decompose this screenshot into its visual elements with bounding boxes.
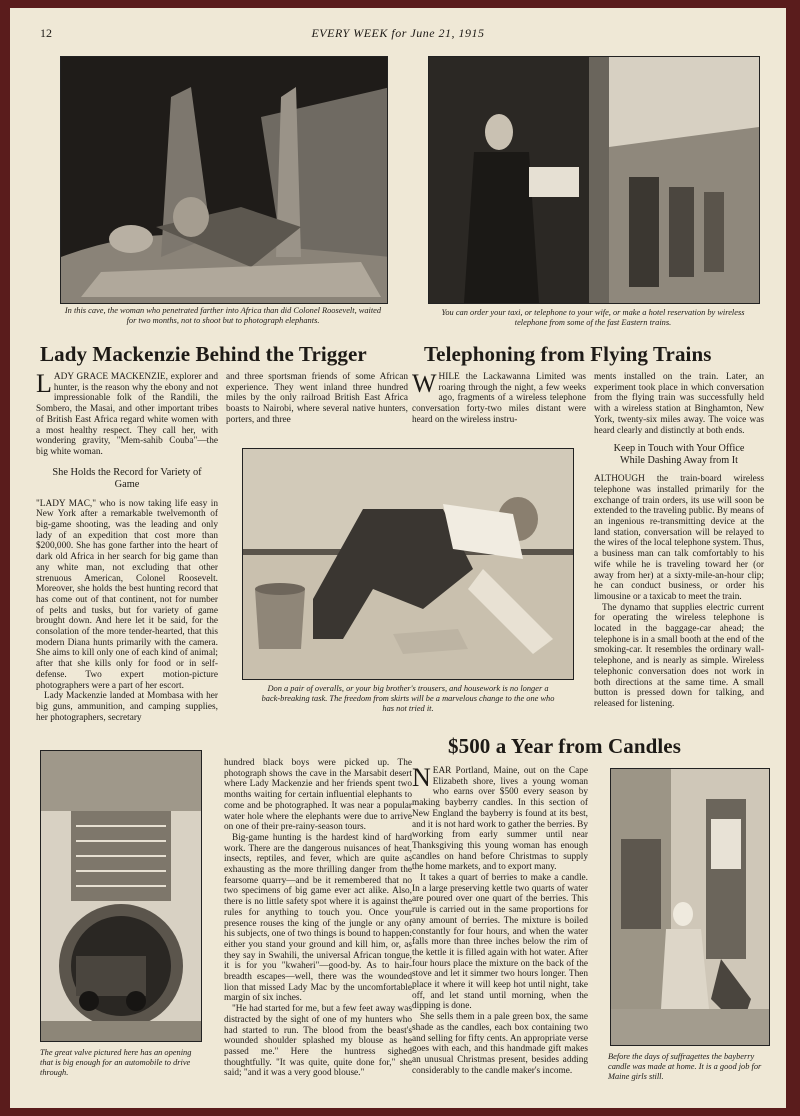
mackenzie-dropcap: L [36,372,52,398]
mackenzie-col2b-p3: "He had started for me, but a few feet away was distracted by the sight of one of my hunters who had started to run. The blood from the beast's wounded shoulder splashed my blouse as he passed me." Here the huntress sighed thoughtfully. "It was quite, quite done for," she said; "and it was a very good blouse." [224,1004,412,1079]
candles-dropcap: N [412,766,431,792]
mackenzie-column-2-top [226,372,408,444]
mackenzie-p1: ADY GRACE MACKENZIE, explorer and hunter, is the reason why the ebony and not impressionable folk of the Randili, the Sombero, the Masai, and other important tribes of British East Africa regard white women with a most healthy respect. They call her, with wondering gravity, "Mem-sahib Couba"—the big white woman. [36,372,218,457]
cave-photo [60,56,388,304]
valve-photo-image [41,751,201,1041]
masthead: EVERY WEEK for June 21, 1915 [311,26,485,40]
overalls-caption: Don a pair of overalls, or your big brother's trousers, and housework is no longer a back-breaking task. The freedom from skirts will be a marvelous change to the one who has not tried it. [261,684,555,714]
cave-caption: In this cave, the woman who penetrated farther into Africa than did Colonel Roosevelt, waited for two months, not to shoot but to photograph elephants. [64,306,382,326]
candles-headline: $500 a Year from Candles [448,734,681,758]
candles-photo-image [611,769,769,1045]
overalls-photo [242,448,574,680]
telephone-p1: HILE the Lackawanna Limited was roaring through the night, a few weeks ago, fragments of a wireless telephone conversation forty-two miles distant were heard on the wireless instru- [412,372,586,425]
train-caption: You can order your taxi, or telephone to your wife, or make a hotel reservation by wireless telephone from some of the fast Eastern trains. [441,308,745,328]
mackenzie-subhead: She Holds the Record for Variety of Game [52,466,202,490]
telephone-p3: The dynamo that supplies electric current for operating the wireless telephone is located in the baggage-car ahead; the telephone is in a small booth at the end of the smoking-car. It resembles the ordinary wall-telephone, and is nearly as simple. Wireless telephonic conversation does not work in both directions at the same time. A small button is pressed down for talking, and released for listening. [594,602,764,709]
train-photo [428,56,760,304]
mackenzie-column-2-bottom [224,758,412,1094]
mackenzie-p2: "LADY MAC," who is now taking life easy in New York after a remarkable twelvemonth of big-game shooting, was the leading and only lady of an expedition that cost more than $200,000. She has gone farther into the heart of dark old Africa in her search for big game than any white man, not excluding that other strenuous American, Colonel Roosevelt. Moreover, she holds the best hunting record that has come out of that continent, not for number of pelts and tusks, but for variety of game brought down. And here let it be said, for the consolation of the more tender-hearted, that this modern Diana hunts primarily with the camera. She aims to kill only one of each kind of animal; after that she kills only for food or in self-defense. Two expert motion-picture photographers were a part of her escort. [36,498,218,691]
telephone-dropcap: W [412,372,437,398]
telephone-subhead: Keep in Touch with Your Office While Dashing Away from It [613,443,745,467]
telephone-col4-p1: ments installed on the train. Later, an experiment took place in which conversation from the flying train was successfully held with a wireless station at Binghamton, New York, twenty-six miles away. The voice was heard clearly and distinctly at both ends. [594,372,764,436]
overalls-photo-image [243,449,573,679]
train-photo-image [429,57,759,303]
candles-photo [610,768,770,1046]
cave-photo-image [61,57,387,303]
candles-p1: EAR Portland, Maine, out on the Cape Elizabeth shore, lives a young woman who earns over $500 every season by making bayberry candles. In this section of New England the bayberry is found at its best, and it is not hard work to gather the berries. By working from early summer until near Thanksgiving this young woman has enough candles on hand before Christmas to supply the home markets, and to export many. [412,766,588,873]
telephone-column-3-top [412,372,586,444]
mackenzie-headline: Lady Mackenzie Behind the Trigger [40,342,367,366]
mackenzie-col2b-p2: Big-game hunting is the hardest kind of hard work. There are the dangerous nuisances of heat, insects, reptiles, and fever, which are quite as exhausting as the more thrilling danger from the fearsome quarry—and be it remembered that no two specimens of big game ever act alike. Also, there is no little safety spot where it is against the rules for anything to touch you. Once your presence rouses the king of the jungle or any of his subjects, one of two things is bound to happen: either you stand your ground and kill him, or, as they say in Swahili, the universal African tongue, it is for you "kwaheri"—good-by. As to hair-breadth escapes—well, there was the wounded lion that missed Lady Mac by the uncomfortable margin of six inches. [224,832,412,1004]
candles-caption: Before the days of suffragettes the bayberry candle was made at home. It is a good job for Maine girls still. [608,1052,762,1082]
telephone-column-4 [594,372,764,740]
candles-p2: It takes a quart of berries to make a candle. In a large preserving kettle two quarts of water are poured over one quart of the berries. This rule is carried out in the same proportions for any amount of berries. The mixture is boiled constantly for four hours, and when the water falls more than three inches below the rim of the kettle it is filled again with hot water. After four hours place the mixture on the back of the stove and let it simmer two hours longer. Then place it where it will keep hot until night, take off, and let stand until morning, when the dipping is done. [412,873,588,1012]
mackenzie-col2b-p1: hundred black boys were picked up. The photograph shows the cave in the Marsabit desert where Lady Mackenzie and her friends spent two months waiting for certain influential elephants to come and be photographed. It was near a popular water hole where the elephants were due to arrive on one of their pre-rainy-season tours. [224,758,412,833]
mackenzie-column-1 [36,372,218,738]
valve-caption: The great valve pictured here has an opening that is big enough for an automobile to drive through. [40,1048,192,1078]
valve-photo [40,750,202,1042]
candles-column [412,766,588,1094]
page-number: 12 [40,26,52,40]
candles-p3: She sells them in a pale green box, the same shade as the candles, each box containing two and selling for fifty cents. An appropriate verse goes with each, and this handmade gift makes an unusual Christmas present, besides adding considerably to the candle maker's income. [412,1012,588,1076]
mackenzie-p3: Lady Mackenzie landed at Mombasa with her big guns, ammunition, and camping supplies, her photographers, secretary [36,691,218,723]
telephone-headline: Telephoning from Flying Trains [424,342,712,366]
magazine-page [10,8,786,1108]
telephone-p2: ALTHOUGH the train-board wireless telephone was installed primarily for the exchange of train orders, its use will soon be extended to the traveling public. By means of an ingenious re-transmitting device at the land station, conversation will be relayed to the wires of the local telephone system. Thus, a business man can talk comfortably to his wife while he is traveling toward her (or away from her) at a sixty-mile-an-hour clip; he can conduct business, or order his limousine or a taxicab to meet the train. [594,474,764,602]
mackenzie-col2: and three sportsman friends of some African experience. They went inland three hundred miles by the only railroad British East Africa boasts to Nairobi, where several native hunters, porters, and three [226,372,408,425]
